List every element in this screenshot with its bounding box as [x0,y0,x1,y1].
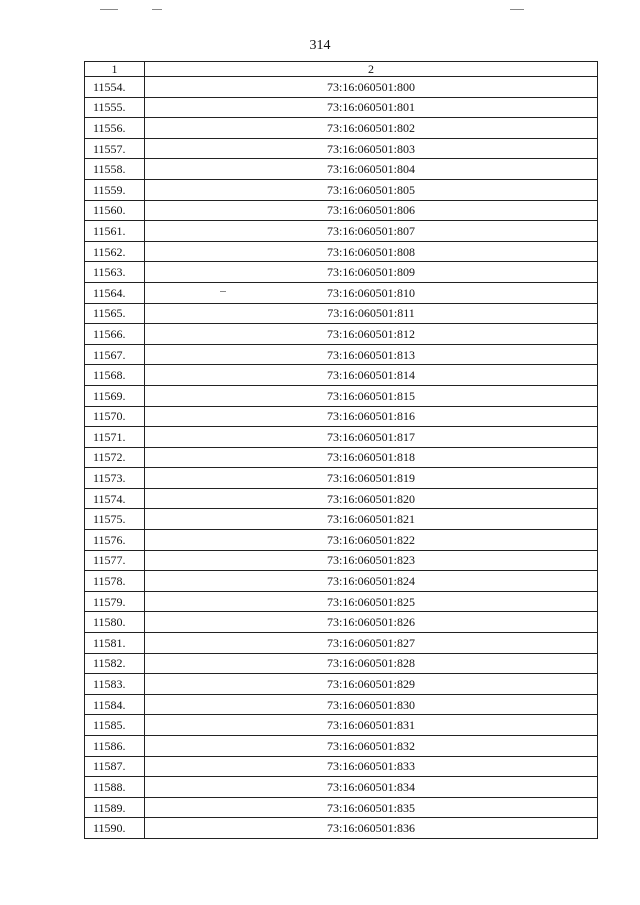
table-row [85,612,598,633]
row-number-cell: 11554. [85,77,145,98]
table-row [85,633,598,654]
row-number-cell: 11577. [85,550,145,571]
row-number-cell: 11576. [85,530,145,551]
table-row [85,530,598,551]
table-row [85,736,598,757]
cadastral-number-cell: 73:16:060501:828 [145,653,598,674]
table-body [85,77,598,839]
cadastral-number-cell: 73:16:060501:829 [145,674,598,695]
cadastral-number-cell: 73:16:060501:825 [145,591,598,612]
table-row [85,200,598,221]
column-header-2: 2 [145,62,598,77]
cadastral-number-cell: 73:16:060501:822 [145,530,598,551]
row-number-cell: 11556. [85,118,145,139]
cadastral-number-cell: 73:16:060501:813 [145,344,598,365]
row-number-cell: 11575. [85,509,145,530]
row-number-cell: 11578. [85,571,145,592]
row-number-cell: 11588. [85,777,145,798]
register-table [84,61,598,839]
row-number-cell: 11555. [85,97,145,118]
cadastral-number-cell: 73:16:060501:808 [145,241,598,262]
table-row [85,797,598,818]
cadastral-number-cell: 73:16:060501:817 [145,427,598,448]
table-row [85,756,598,777]
table-row [85,509,598,530]
cadastral-number-cell: 73:16:060501:836 [145,818,598,839]
row-number-cell: 11557. [85,138,145,159]
table-row [85,653,598,674]
cadastral-number-cell: 73:16:060501:816 [145,406,598,427]
cadastral-number-cell: 73:16:060501:819 [145,468,598,489]
cadastral-number-cell: 73:16:060501:835 [145,797,598,818]
cadastral-number-cell: 73:16:060501:815 [145,385,598,406]
cadastral-number-cell: 73:16:060501:800 [145,77,598,98]
scan-speck [100,9,118,10]
row-number-cell: 11574. [85,488,145,509]
table-row [85,550,598,571]
cadastral-number-cell: 73:16:060501:823 [145,550,598,571]
table-row [85,715,598,736]
cadastral-number-cell: 73:16:060501:821 [145,509,598,530]
table-row [85,344,598,365]
row-number-cell: 11586. [85,736,145,757]
table-row [85,365,598,386]
scan-speck [510,9,524,10]
table-row [85,818,598,839]
row-number-cell: 11582. [85,653,145,674]
cadastral-number-cell: 73:16:060501:805 [145,179,598,200]
row-number-cell: 11561. [85,221,145,242]
row-number-cell: 11558. [85,159,145,180]
cadastral-number-cell: 73:16:060501:803 [145,138,598,159]
table-row [85,488,598,509]
table-row [85,406,598,427]
table-row [85,282,598,303]
cadastral-number-cell: 73:16:060501:809 [145,262,598,283]
row-number-cell: 11589. [85,797,145,818]
table-row [85,221,598,242]
row-number-cell: 11569. [85,385,145,406]
cadastral-number-cell: 73:16:060501:801 [145,97,598,118]
row-number-cell: 11587. [85,756,145,777]
table-row [85,674,598,695]
cadastral-number-cell: 73:16:060501:820 [145,488,598,509]
scan-speck [152,9,162,10]
cadastral-number-cell: 73:16:060501:807 [145,221,598,242]
row-number-cell: 11570. [85,406,145,427]
row-number-cell: 11579. [85,591,145,612]
row-number-cell: 11590. [85,818,145,839]
cadastral-number-cell: 73:16:060501:827 [145,633,598,654]
cadastral-number-cell: 73:16:060501:818 [145,447,598,468]
row-number-cell: 11573. [85,468,145,489]
row-number-cell: 11559. [85,179,145,200]
table-row [85,591,598,612]
table-row [85,97,598,118]
cadastral-number-cell: 73:16:060501:810 [145,282,598,303]
page-number: 314 [309,38,331,53]
cadastral-number-cell: 73:16:060501:802 [145,118,598,139]
row-number-cell: 11567. [85,344,145,365]
table-row [85,571,598,592]
cadastral-number-cell: 73:16:060501:832 [145,736,598,757]
cadastral-number-cell: 73:16:060501:824 [145,571,598,592]
table-row [85,385,598,406]
table-row [85,179,598,200]
row-number-cell: 11572. [85,447,145,468]
cadastral-number-cell: 73:16:060501:833 [145,756,598,777]
table-row [85,447,598,468]
cadastral-number-cell: 73:16:060501:812 [145,324,598,345]
table-row [85,77,598,98]
table-row [85,138,598,159]
row-number-cell: 11583. [85,674,145,695]
row-number-cell: 11566. [85,324,145,345]
cadastral-number-cell: 73:16:060501:811 [145,303,598,324]
table-row [85,427,598,448]
table-row [85,694,598,715]
cadastral-number-cell: 73:16:060501:831 [145,715,598,736]
row-number-cell: 11560. [85,200,145,221]
row-number-cell: 11563. [85,262,145,283]
row-number-cell: 11585. [85,715,145,736]
table-header-row [85,62,598,77]
table-row [85,777,598,798]
column-header-1: 1 [85,62,145,77]
table-row [85,118,598,139]
row-number-cell: 11581. [85,633,145,654]
cadastral-number-cell: 73:16:060501:826 [145,612,598,633]
cadastral-number-cell: 73:16:060501:830 [145,694,598,715]
scan-speck [220,291,226,292]
row-number-cell: 11565. [85,303,145,324]
row-number-cell: 11562. [85,241,145,262]
cadastral-number-cell: 73:16:060501:804 [145,159,598,180]
table-row [85,468,598,489]
table-row [85,241,598,262]
row-number-cell: 11580. [85,612,145,633]
table-row [85,262,598,283]
table-header [85,62,598,77]
table-row [85,159,598,180]
cadastral-number-cell: 73:16:060501:806 [145,200,598,221]
cadastral-number-cell: 73:16:060501:834 [145,777,598,798]
row-number-cell: 11564. [85,282,145,303]
row-number-cell: 11571. [85,427,145,448]
table-row [85,303,598,324]
row-number-cell: 11568. [85,365,145,386]
cadastral-number-cell: 73:16:060501:814 [145,365,598,386]
row-number-cell: 11584. [85,694,145,715]
table-row [85,324,598,345]
